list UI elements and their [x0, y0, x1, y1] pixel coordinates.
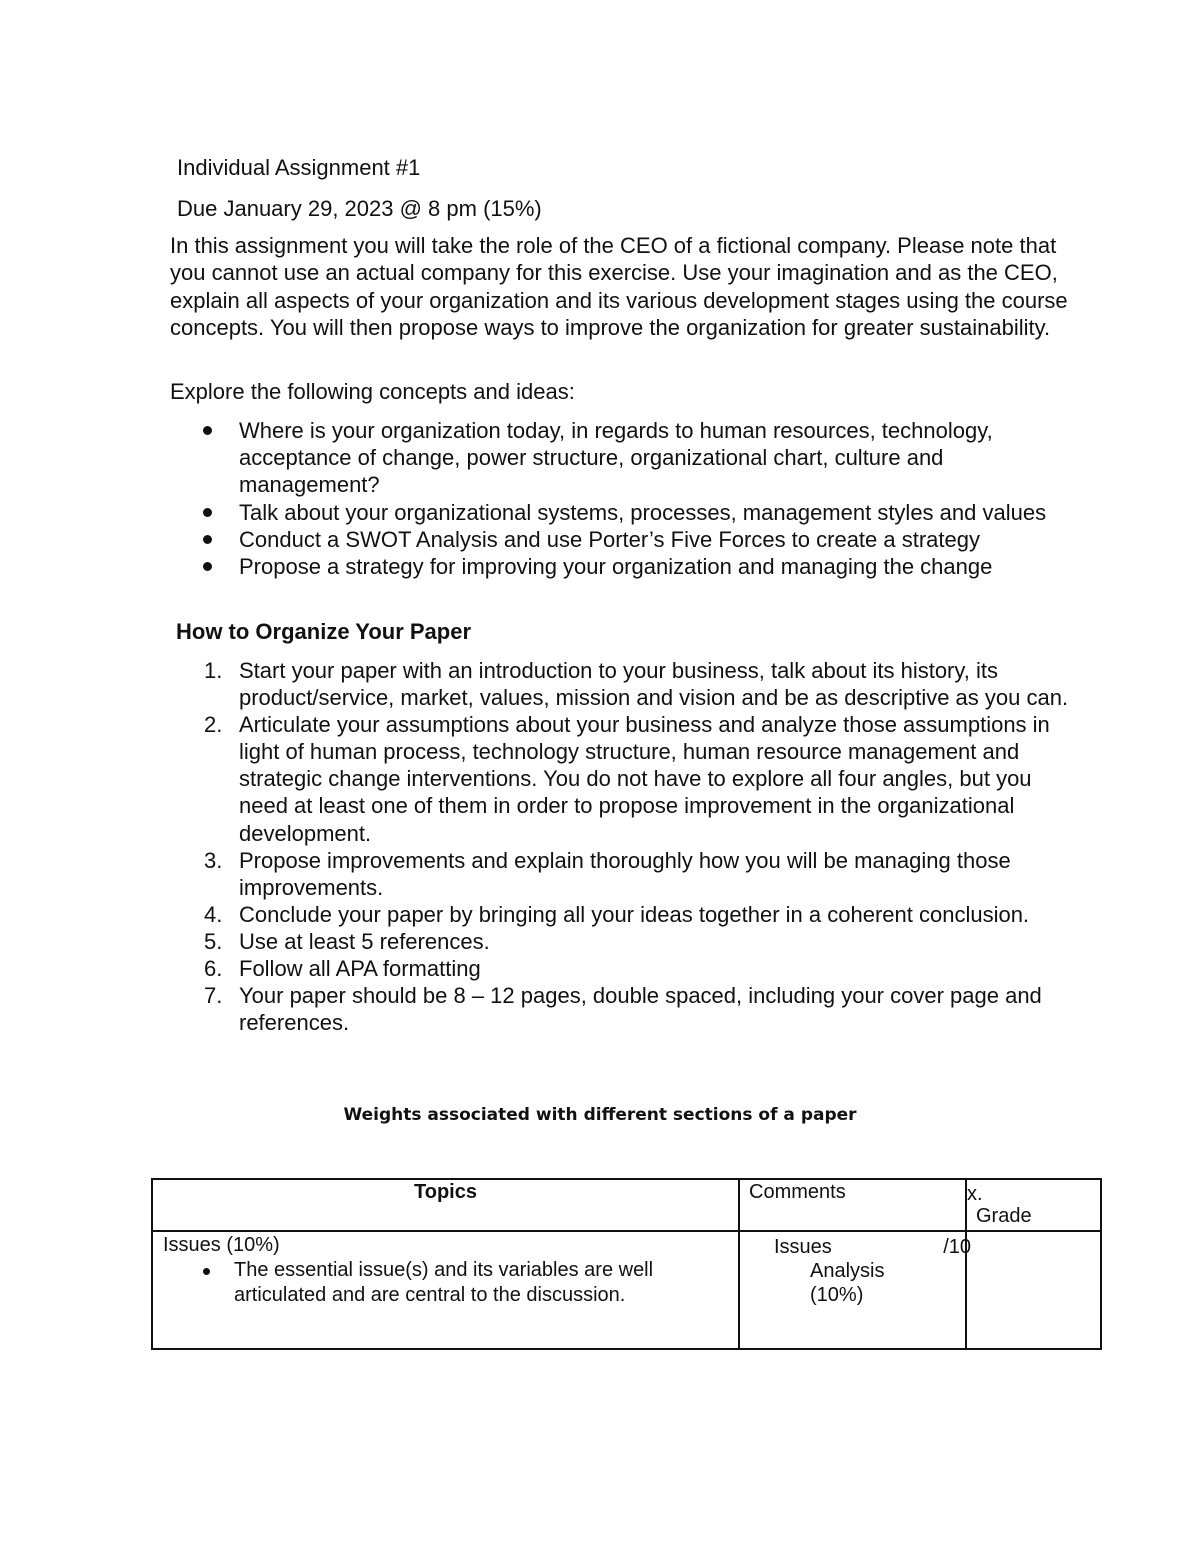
rubric-table [151, 1178, 1102, 1350]
step-number: 2. [204, 712, 223, 738]
step-text: Follow all APA formatting [239, 956, 481, 982]
bullet-icon [203, 1268, 210, 1275]
topic-cell [152, 1231, 739, 1349]
header-grade-line2: Grade [976, 1205, 1032, 1227]
step-item [170, 982, 1070, 1036]
list-item-text: Where is your organization today, in regards to human resources, technology, acceptance of change, power structure, organizational chart, culture and management? [239, 418, 993, 498]
step-text: Propose improvements and explain thoroughly how you will be managing those improvements. [239, 847, 1011, 900]
list-item-text: Propose a strategy for improving your organization and managing the change [239, 554, 993, 580]
step-text: Your paper should be 8 – 12 pages, double spaced, including your cover page and references. [239, 983, 1042, 1036]
step-item [170, 901, 1070, 928]
explore-lead: Explore the following concepts and ideas: [170, 379, 575, 404]
due-date: Due January 29, 2023 @ 8 pm (15%) [177, 196, 542, 221]
step-item [170, 847, 1070, 901]
intro-paragraph: In this assignment you will take the role of the CEO of a fictional company. Please note that you cannot use an actual company for this exercise. Use your imagination and as the CEO, explain all aspects of your organization and its various development stages using the course concepts. You will then propose ways to improve the organization for greater sustainability. [170, 233, 1068, 341]
step-item [170, 955, 1070, 982]
weights-heading: Weights associated with different sections of a paper [343, 1105, 857, 1125]
step-number: 3. [204, 847, 223, 873]
step-number: 5. [204, 928, 223, 954]
topic-bullet [163, 1258, 738, 1308]
step-text: Articulate your assumptions about your business and analyze those assumptions in light of human process, technology structure, human resource management and strategic change interventions. You do not have to explore all four angles, but you need at least one of them in order to propose improvement in the organizational development. [239, 712, 1050, 846]
step-text: Start your paper with an introduction to your business, talk about its history, its product/service, market, values, mission and vision and be as descriptive as you can. [239, 658, 1069, 711]
topic-bullet-text: The essential issue(s) and its variables are well articulated and are central to the discussion. [234, 1259, 654, 1306]
bullet-icon [203, 562, 212, 571]
bullet-icon [203, 535, 212, 544]
header-grade [966, 1179, 1101, 1231]
step-text: Conclude your paper by bringing all your ideas together in a coherent conclusion. [239, 901, 1030, 927]
list-item [170, 417, 1070, 499]
step-number: 6. [204, 956, 223, 982]
comment-analysis: Analysis [810, 1260, 885, 1282]
header-grade-line1: x. [967, 1183, 983, 1205]
step-number: 4. [204, 901, 223, 927]
list-item-text: Talk about your organizational systems, processes, management styles and values [239, 499, 1047, 525]
assignment-title: Individual Assignment #1 [177, 155, 421, 180]
table-header-row [152, 1179, 1101, 1231]
list-item [170, 553, 1070, 580]
comment-percent: (10%) [810, 1284, 864, 1306]
comments-cell [739, 1231, 971, 1349]
organize-steps [170, 657, 1070, 1036]
step-item [170, 657, 1070, 711]
step-number: 1. [204, 658, 223, 683]
topic-title: Issues (10%) [163, 1234, 280, 1256]
list-item [170, 526, 1070, 553]
step-item [170, 711, 1070, 846]
list-item [170, 499, 1070, 526]
header-topics: Topics [152, 1179, 739, 1231]
step-item [170, 928, 1070, 955]
header-comments: Comments [739, 1179, 966, 1231]
bullet-icon [203, 426, 212, 435]
explore-list [170, 417, 1070, 580]
step-text: Use at least 5 references. [239, 928, 490, 954]
grade-cell[interactable] [966, 1231, 1101, 1349]
list-item-text: Conduct a SWOT Analysis and use Porter’s Five Forces to create a strategy [239, 526, 980, 552]
table-row [152, 1231, 1101, 1349]
bullet-icon [203, 508, 212, 517]
comment-issues: Issues [774, 1236, 832, 1258]
step-number: 7. [204, 983, 223, 1009]
comment-out-of: /10 [943, 1236, 971, 1258]
organize-heading: How to Organize Your Paper [176, 619, 472, 644]
